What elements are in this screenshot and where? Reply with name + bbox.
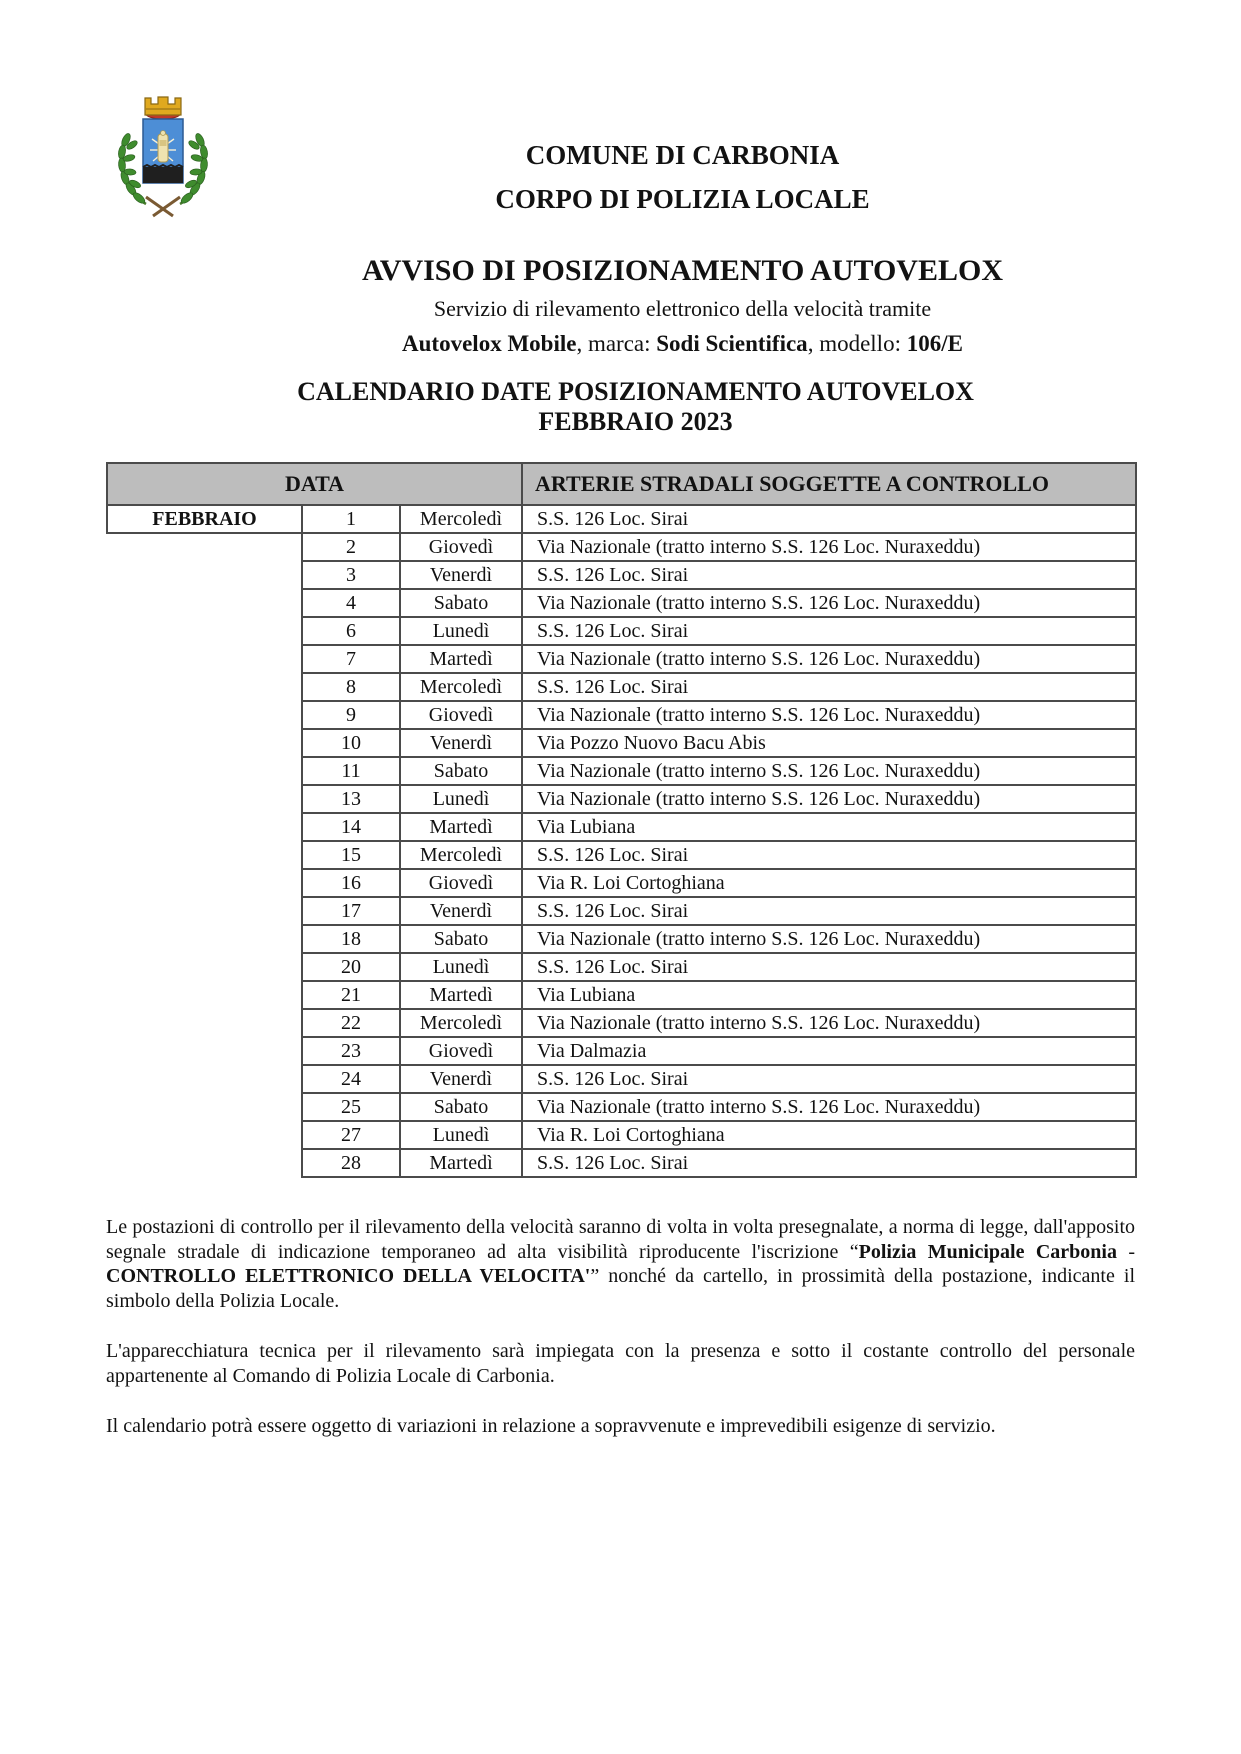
weekday-cell: Lunedì: [400, 785, 522, 813]
day-cell: 6: [302, 617, 400, 645]
coat-of-arms-logo: [113, 84, 213, 224]
location-cell: S.S. 126 Loc. Sirai: [522, 505, 1136, 533]
day-cell: 10: [302, 729, 400, 757]
notice-subtitle: Servizio di rilevamento elettronico della velocità tramite: [433, 296, 932, 321]
day-cell: 22: [302, 1009, 400, 1037]
location-cell: Via Nazionale (tratto interno S.S. 126 Loc. Nuraxeddu): [522, 1093, 1136, 1121]
weekday-cell: Venerdì: [400, 1065, 522, 1093]
day-cell: 4: [302, 589, 400, 617]
calendar-title-line1: CALENDARIO DATE POSIZIONAMENTO AUTOVELOX: [297, 377, 974, 406]
weekday-cell: Martedì: [400, 981, 522, 1009]
table-header-arterie: ARTERIE STRADALI SOGGETTE A CONTROLLO: [522, 463, 1136, 505]
corps-name: CORPO DI POLIZIA LOCALE: [495, 184, 870, 214]
weekday-cell: Martedì: [400, 1149, 522, 1177]
calendar-title-line2: FEBBRAIO 2023: [538, 407, 733, 436]
table-row: [107, 533, 1136, 561]
weekday-cell: Mercoledì: [400, 505, 522, 533]
day-cell: 14: [302, 813, 400, 841]
location-cell: Via Nazionale (tratto interno S.S. 126 Loc. Nuraxeddu): [522, 701, 1136, 729]
paragraph-equipment: L'apparecchiatura tecnica per il rilevamento sarà impiegata con la presenza e sotto il costante controllo del personale appartenente al Comando di Polizia Locale di Carbonia.: [106, 1340, 1135, 1387]
day-cell: 17: [302, 897, 400, 925]
weekday-cell: Venerdì: [400, 561, 522, 589]
weekday-cell: Sabato: [400, 589, 522, 617]
device-line: Autovelox Mobile, marca: Sodi Scientifica, modello: 106/E: [402, 331, 963, 356]
location-cell: Via Dalmazia: [522, 1037, 1136, 1065]
notes-section: [106, 1215, 1135, 1439]
coat-of-arms-icon: [113, 84, 213, 224]
weekday-cell: Giovedì: [400, 1037, 522, 1065]
day-cell: 15: [302, 841, 400, 869]
location-cell: Via R. Loi Cortoghiana: [522, 869, 1136, 897]
weekday-cell: Venerdì: [400, 897, 522, 925]
day-cell: 1: [302, 505, 400, 533]
weekday-cell: Sabato: [400, 1093, 522, 1121]
location-cell: S.S. 126 Loc. Sirai: [522, 561, 1136, 589]
day-cell: 3: [302, 561, 400, 589]
positioning-table: [106, 462, 1137, 1178]
location-cell: Via Nazionale (tratto interno S.S. 126 Loc. Nuraxeddu): [522, 1009, 1136, 1037]
day-cell: 20: [302, 953, 400, 981]
day-cell: 9: [302, 701, 400, 729]
weekday-cell: Giovedì: [400, 701, 522, 729]
location-cell: S.S. 126 Loc. Sirai: [522, 673, 1136, 701]
calendar-title: [136, 377, 1135, 437]
location-cell: Via Nazionale (tratto interno S.S. 126 Loc. Nuraxeddu): [522, 925, 1136, 953]
weekday-cell: Lunedì: [400, 617, 522, 645]
notice-title: AVVISO DI POSIZIONAMENTO AUTOVELOX: [362, 254, 1003, 287]
day-cell: 27: [302, 1121, 400, 1149]
location-cell: Via Nazionale (tratto interno S.S. 126 Loc. Nuraxeddu): [522, 533, 1136, 561]
location-cell: Via Pozzo Nuovo Bacu Abis: [522, 729, 1136, 757]
location-cell: Via Nazionale (tratto interno S.S. 126 Loc. Nuraxeddu): [522, 757, 1136, 785]
day-cell: 13: [302, 785, 400, 813]
weekday-cell: Mercoledì: [400, 841, 522, 869]
weekday-cell: Martedì: [400, 813, 522, 841]
weekday-cell: Giovedì: [400, 869, 522, 897]
table-header-row: [107, 463, 1136, 505]
weekday-cell: Venerdì: [400, 729, 522, 757]
month-cell: FEBBRAIO: [107, 505, 302, 533]
weekday-cell: Martedì: [400, 645, 522, 673]
day-cell: 28: [302, 1149, 400, 1177]
weekday-cell: Sabato: [400, 757, 522, 785]
paragraph-variations: Il calendario potrà essere oggetto di variazioni in relazione a sopravvenute e imprevedibili esigenze di servizio.: [106, 1415, 996, 1437]
location-cell: Via Nazionale (tratto interno S.S. 126 Loc. Nuraxeddu): [522, 589, 1136, 617]
location-cell: Via R. Loi Cortoghiana: [522, 1121, 1136, 1149]
day-cell: 25: [302, 1093, 400, 1121]
document-content: [106, 0, 1135, 1439]
day-cell: 24: [302, 1065, 400, 1093]
location-cell: S.S. 126 Loc. Sirai: [522, 897, 1136, 925]
location-cell: Via Lubiana: [522, 813, 1136, 841]
document-header: [230, 0, 1135, 357]
location-cell: S.S. 126 Loc. Sirai: [522, 841, 1136, 869]
paragraph-presignal: Le postazioni di controllo per il rilevamento della velocità saranno di volta in volta presegnalate, a norma di legge, dall'apposito segnale stradale di indicazione temporaneo ad alta visibilità riproducente l'iscrizione “Polizia Municipale Carbonia - CONTROLLO ELETTRONICO DELLA VELOCITA'” nonché da cartello, in prossimità della postazione, indicante il simbolo della Polizia Locale.: [106, 1216, 1135, 1312]
day-cell: 18: [302, 925, 400, 953]
location-cell: Via Lubiana: [522, 981, 1136, 1009]
location-cell: S.S. 126 Loc. Sirai: [522, 1149, 1136, 1177]
weekday-cell: Lunedì: [400, 1121, 522, 1149]
location-cell: S.S. 126 Loc. Sirai: [522, 617, 1136, 645]
table-header-data: DATA: [107, 463, 522, 505]
day-cell: 7: [302, 645, 400, 673]
location-cell: S.S. 126 Loc. Sirai: [522, 953, 1136, 981]
location-cell: Via Nazionale (tratto interno S.S. 126 Loc. Nuraxeddu): [522, 645, 1136, 673]
day-cell: 2: [302, 533, 400, 561]
location-cell: S.S. 126 Loc. Sirai: [522, 1065, 1136, 1093]
day-cell: 21: [302, 981, 400, 1009]
weekday-cell: Sabato: [400, 925, 522, 953]
weekday-cell: Lunedì: [400, 953, 522, 981]
weekday-cell: Mercoledì: [400, 673, 522, 701]
weekday-cell: Mercoledì: [400, 1009, 522, 1037]
day-cell: 11: [302, 757, 400, 785]
location-cell: Via Nazionale (tratto interno S.S. 126 Loc. Nuraxeddu): [522, 785, 1136, 813]
month-spacer-cell: [107, 533, 302, 1177]
day-cell: 23: [302, 1037, 400, 1065]
table-body: [107, 505, 1136, 1177]
table-row: [107, 505, 1136, 533]
day-cell: 16: [302, 869, 400, 897]
org-name: COMUNE DI CARBONIA: [525, 140, 840, 170]
day-cell: 8: [302, 673, 400, 701]
weekday-cell: Giovedì: [400, 533, 522, 561]
